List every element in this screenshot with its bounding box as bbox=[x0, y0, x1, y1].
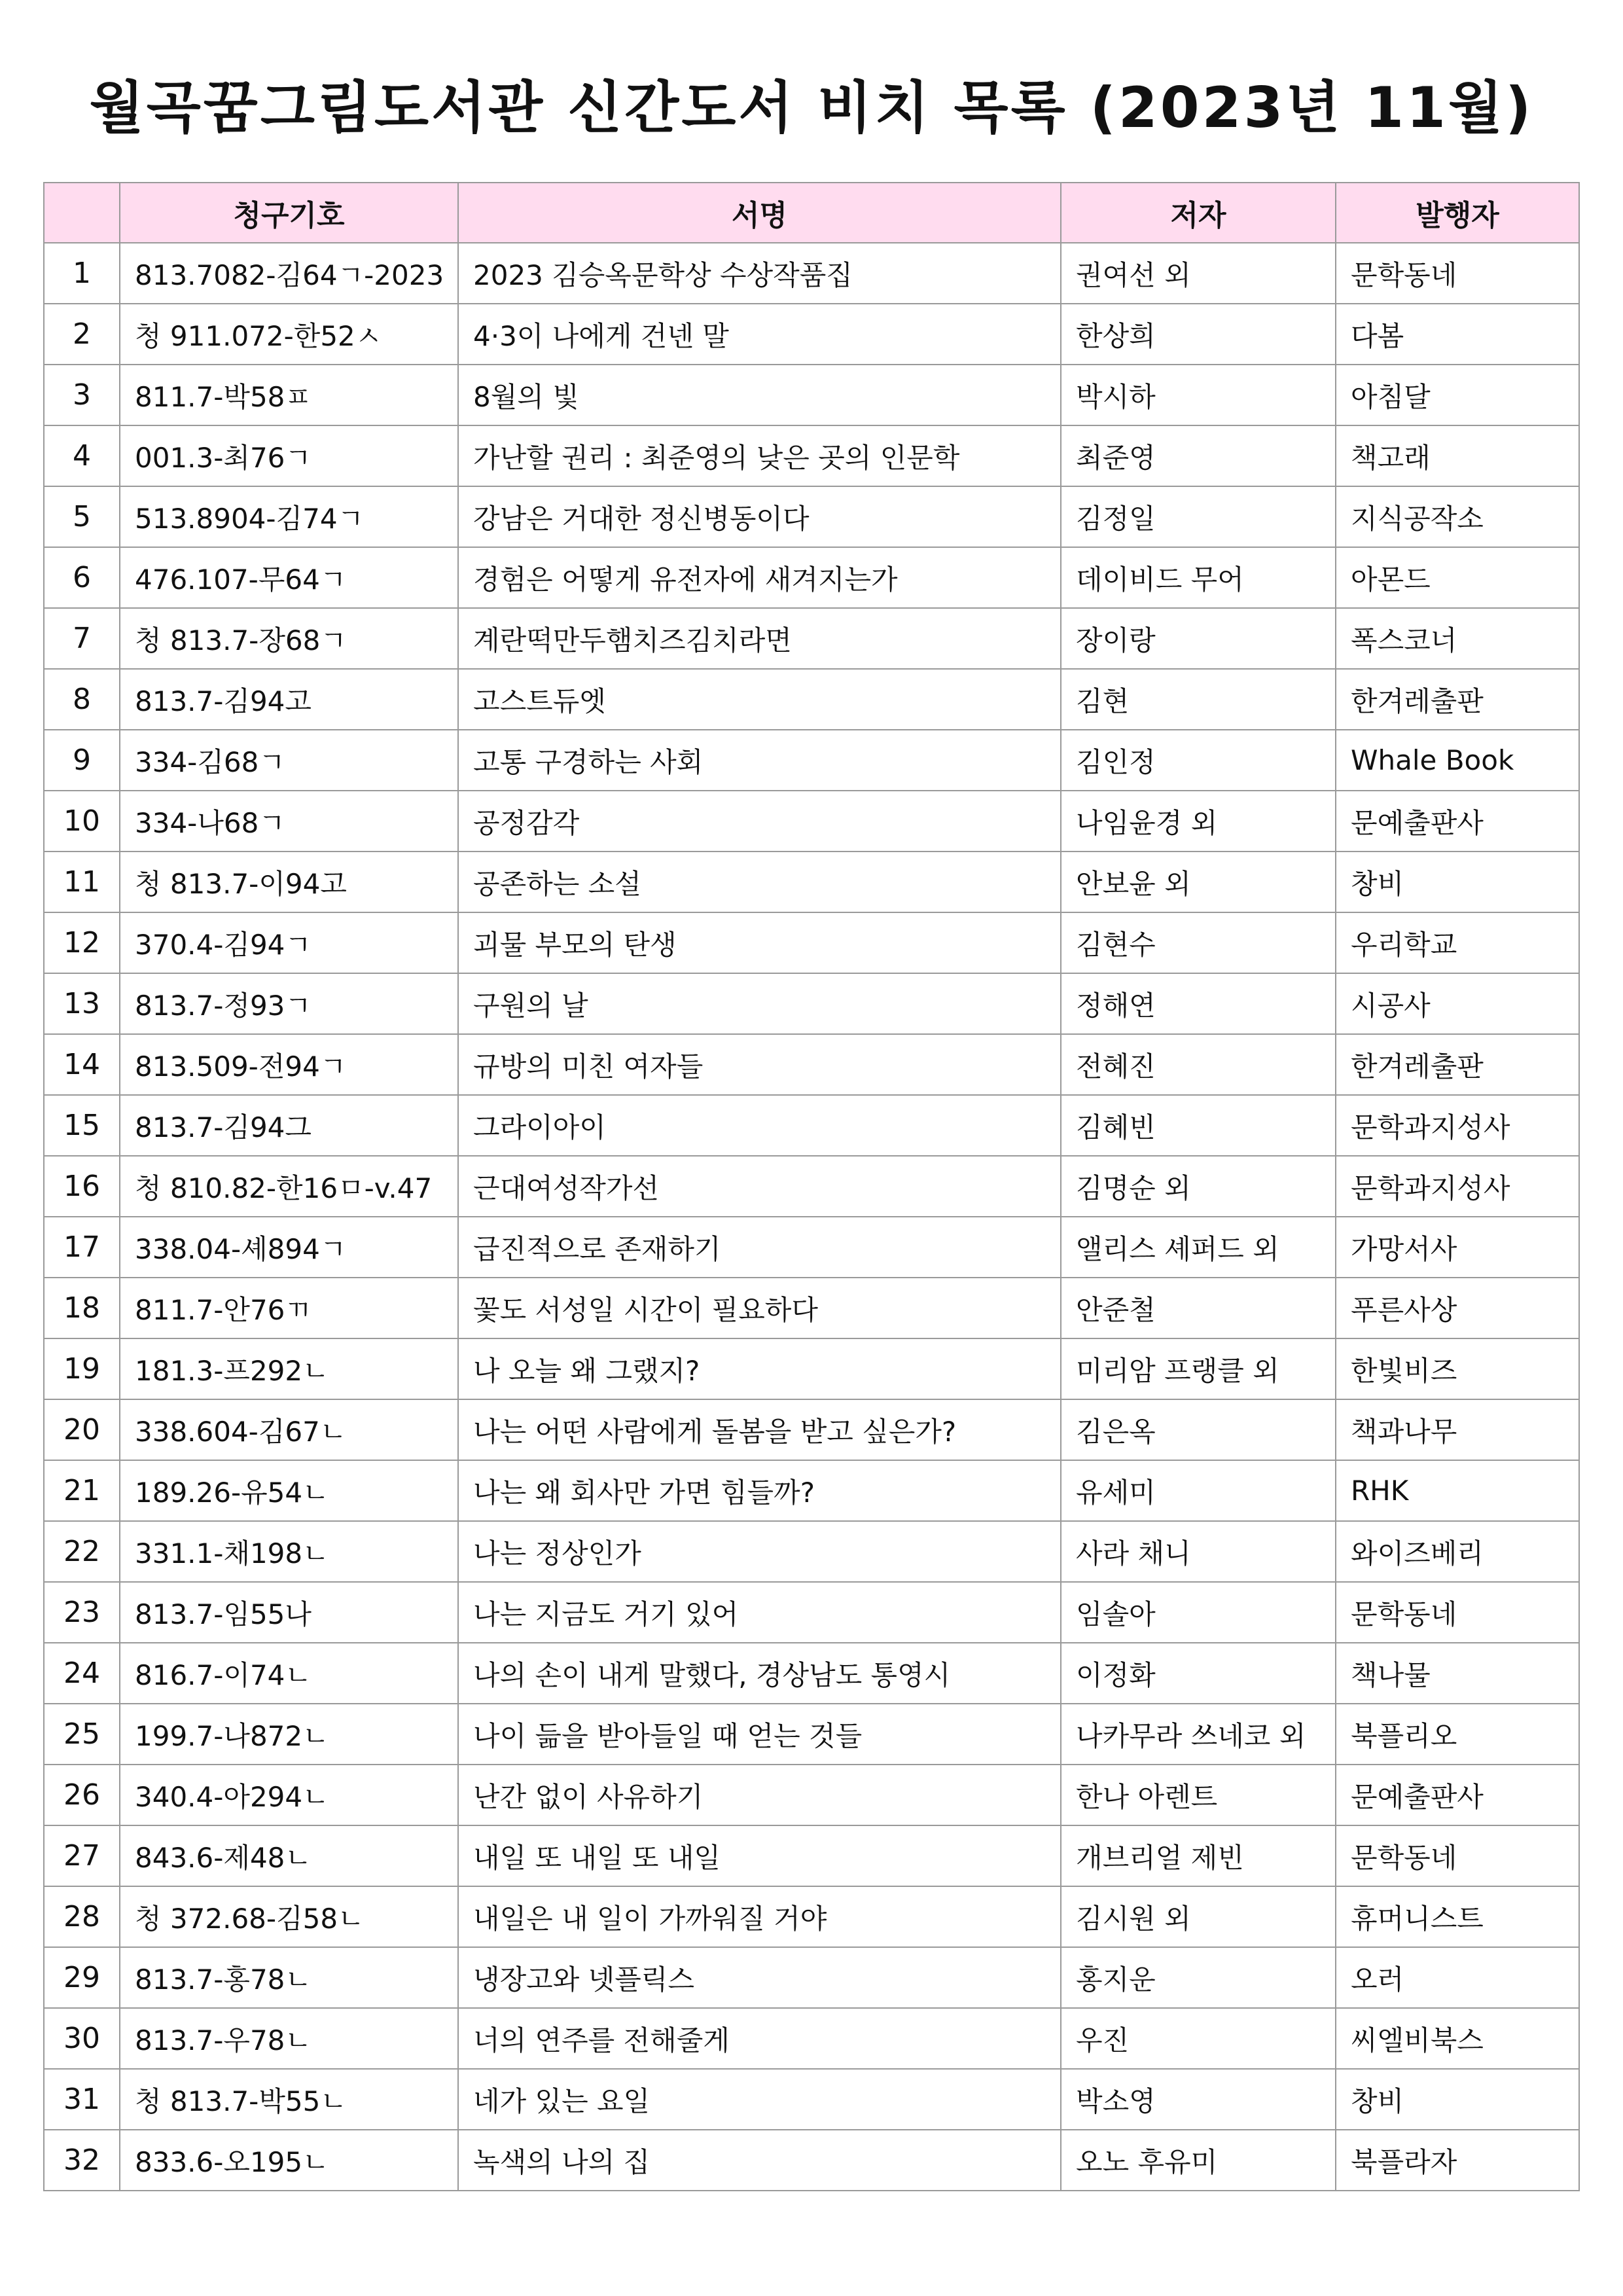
author: 안준철 bbox=[1061, 1278, 1336, 1338]
table-row bbox=[44, 2130, 1579, 2191]
author: 김혜빈 bbox=[1061, 1095, 1336, 1156]
table-row bbox=[44, 486, 1579, 547]
author: 김현수 bbox=[1061, 912, 1336, 973]
table-row bbox=[44, 1825, 1579, 1886]
author: 오노 후유미 bbox=[1061, 2130, 1336, 2191]
author: 김정일 bbox=[1061, 486, 1336, 547]
header-book-title: 서명 bbox=[458, 183, 1061, 243]
row-number: 28 bbox=[44, 1886, 120, 1947]
row-number: 2 bbox=[44, 304, 120, 365]
table-row bbox=[44, 1156, 1579, 1217]
table-row bbox=[44, 1338, 1579, 1399]
row-number: 12 bbox=[44, 912, 120, 973]
call-number: 청 810.82-한16ㅁ-v.47 bbox=[120, 1156, 458, 1217]
table-row bbox=[44, 608, 1579, 669]
book-title: 경험은 어떻게 유전자에 새겨지는가 bbox=[458, 547, 1061, 608]
publisher: 문학동네 bbox=[1336, 1825, 1579, 1886]
call-number: 370.4-김94ㄱ bbox=[120, 912, 458, 973]
row-number: 32 bbox=[44, 2130, 120, 2191]
book-title: 나의 손이 내게 말했다, 경상남도 통영시 bbox=[458, 1643, 1061, 1704]
table-row bbox=[44, 1095, 1579, 1156]
author: 정해연 bbox=[1061, 973, 1336, 1034]
row-number: 29 bbox=[44, 1947, 120, 2008]
row-number: 15 bbox=[44, 1095, 120, 1156]
author: 권여선 외 bbox=[1061, 243, 1336, 304]
row-number: 9 bbox=[44, 730, 120, 791]
author: 전혜진 bbox=[1061, 1034, 1336, 1095]
publisher: 씨엘비북스 bbox=[1336, 2008, 1579, 2069]
book-title: 나는 지금도 거기 있어 bbox=[458, 1582, 1061, 1643]
table-row bbox=[44, 1704, 1579, 1765]
book-title: 고스트듀엣 bbox=[458, 669, 1061, 730]
book-title: 나 오늘 왜 그랬지? bbox=[458, 1338, 1061, 1399]
table-row bbox=[44, 1643, 1579, 1704]
call-number: 334-나68ㄱ bbox=[120, 791, 458, 852]
publisher: 창비 bbox=[1336, 2069, 1579, 2130]
author: 박시하 bbox=[1061, 365, 1336, 425]
table-row bbox=[44, 304, 1579, 365]
table-row bbox=[44, 669, 1579, 730]
call-number: 813.7-김94고 bbox=[120, 669, 458, 730]
table-row bbox=[44, 912, 1579, 973]
author: 김인정 bbox=[1061, 730, 1336, 791]
call-number: 338.604-김67ㄴ bbox=[120, 1399, 458, 1460]
publisher: 책나물 bbox=[1336, 1643, 1579, 1704]
call-number: 199.7-나872ㄴ bbox=[120, 1704, 458, 1765]
call-number: 816.7-이74ㄴ bbox=[120, 1643, 458, 1704]
row-number: 13 bbox=[44, 973, 120, 1034]
publisher: 아몬드 bbox=[1336, 547, 1579, 608]
publisher: 책고래 bbox=[1336, 425, 1579, 486]
author: 데이비드 무어 bbox=[1061, 547, 1336, 608]
book-title: 나는 정상인가 bbox=[458, 1521, 1061, 1582]
book-title: 내일은 내 일이 가까워질 거야 bbox=[458, 1886, 1061, 1947]
author: 우진 bbox=[1061, 2008, 1336, 2069]
publisher: 문학과지성사 bbox=[1336, 1156, 1579, 1217]
table-row bbox=[44, 1521, 1579, 1582]
row-number: 31 bbox=[44, 2069, 120, 2130]
table-row bbox=[44, 1947, 1579, 2008]
book-title: 나이 듦을 받아들일 때 얻는 것들 bbox=[458, 1704, 1061, 1765]
publisher: 폭스코너 bbox=[1336, 608, 1579, 669]
author: 사라 채니 bbox=[1061, 1521, 1336, 1582]
publisher: 책과나무 bbox=[1336, 1399, 1579, 1460]
call-number: 334-김68ㄱ bbox=[120, 730, 458, 791]
row-number: 23 bbox=[44, 1582, 120, 1643]
row-number: 14 bbox=[44, 1034, 120, 1095]
author: 장이랑 bbox=[1061, 608, 1336, 669]
call-number: 181.3-프292ㄴ bbox=[120, 1338, 458, 1399]
call-number: 청 813.7-박55ㄴ bbox=[120, 2069, 458, 2130]
book-title: 규방의 미친 여자들 bbox=[458, 1034, 1061, 1095]
book-title: 냉장고와 넷플릭스 bbox=[458, 1947, 1061, 2008]
author: 박소영 bbox=[1061, 2069, 1336, 2130]
book-title: 계란떡만두햄치즈김치라면 bbox=[458, 608, 1061, 669]
publisher: 휴머니스트 bbox=[1336, 1886, 1579, 1947]
author: 김시원 외 bbox=[1061, 1886, 1336, 1947]
publisher: 한빛비즈 bbox=[1336, 1338, 1579, 1399]
book-title: 구원의 날 bbox=[458, 973, 1061, 1034]
call-number: 811.7-박58ㅍ bbox=[120, 365, 458, 425]
publisher: 문예출판사 bbox=[1336, 1765, 1579, 1825]
row-number: 26 bbox=[44, 1765, 120, 1825]
table-row bbox=[44, 365, 1579, 425]
table-row bbox=[44, 1399, 1579, 1460]
author: 안보윤 외 bbox=[1061, 852, 1336, 912]
author: 한상희 bbox=[1061, 304, 1336, 365]
publisher: 한겨레출판 bbox=[1336, 1034, 1579, 1095]
table-row bbox=[44, 1886, 1579, 1947]
call-number: 340.4-아294ㄴ bbox=[120, 1765, 458, 1825]
book-title: 강남은 거대한 정신병동이다 bbox=[458, 486, 1061, 547]
call-number: 청 813.7-이94고 bbox=[120, 852, 458, 912]
author: 나카무라 쓰네코 외 bbox=[1061, 1704, 1336, 1765]
row-number: 7 bbox=[44, 608, 120, 669]
call-number: 813.7-정93ㄱ bbox=[120, 973, 458, 1034]
book-title: 네가 있는 요일 bbox=[458, 2069, 1061, 2130]
publisher: 북플리오 bbox=[1336, 1704, 1579, 1765]
call-number: 001.3-최76ㄱ bbox=[120, 425, 458, 486]
call-number: 189.26-유54ㄴ bbox=[120, 1460, 458, 1521]
row-number: 19 bbox=[44, 1338, 120, 1399]
table-row bbox=[44, 973, 1579, 1034]
call-number: 청 911.072-한52ㅅ bbox=[120, 304, 458, 365]
author: 이정화 bbox=[1061, 1643, 1336, 1704]
book-title: 나는 왜 회사만 가면 힘들까? bbox=[458, 1460, 1061, 1521]
publisher: 우리학교 bbox=[1336, 912, 1579, 973]
book-title: 너의 연주를 전해줄게 bbox=[458, 2008, 1061, 2069]
author: 최준영 bbox=[1061, 425, 1336, 486]
call-number: 843.6-제48ㄴ bbox=[120, 1825, 458, 1886]
table-row bbox=[44, 791, 1579, 852]
call-number: 813.509-전94ㄱ bbox=[120, 1034, 458, 1095]
table-row bbox=[44, 1217, 1579, 1278]
publisher: 한겨레출판 bbox=[1336, 669, 1579, 730]
call-number: 331.1-채198ㄴ bbox=[120, 1521, 458, 1582]
publisher: Whale Book bbox=[1336, 730, 1579, 791]
book-title: 괴물 부모의 탄생 bbox=[458, 912, 1061, 973]
book-title: 2023 김승옥문학상 수상작품집 bbox=[458, 243, 1061, 304]
row-number: 20 bbox=[44, 1399, 120, 1460]
book-title: 꽃도 서성일 시간이 필요하다 bbox=[458, 1278, 1061, 1338]
row-number: 17 bbox=[44, 1217, 120, 1278]
table-row bbox=[44, 1460, 1579, 1521]
call-number: 청 372.68-김58ㄴ bbox=[120, 1886, 458, 1947]
table-row bbox=[44, 1278, 1579, 1338]
call-number: 813.7082-김64ㄱ-2023 bbox=[120, 243, 458, 304]
table-header-row bbox=[44, 183, 1579, 243]
book-title: 8월의 빛 bbox=[458, 365, 1061, 425]
book-title: 고통 구경하는 사회 bbox=[458, 730, 1061, 791]
row-number: 3 bbox=[44, 365, 120, 425]
publisher: 문예출판사 bbox=[1336, 791, 1579, 852]
publisher: RHK bbox=[1336, 1460, 1579, 1521]
header-author: 저자 bbox=[1061, 183, 1336, 243]
publisher: 와이즈베리 bbox=[1336, 1521, 1579, 1582]
row-number: 6 bbox=[44, 547, 120, 608]
publisher: 문학동네 bbox=[1336, 1582, 1579, 1643]
table-row bbox=[44, 2069, 1579, 2130]
book-title: 난간 없이 사유하기 bbox=[458, 1765, 1061, 1825]
row-number: 25 bbox=[44, 1704, 120, 1765]
row-number: 27 bbox=[44, 1825, 120, 1886]
author: 한나 아렌트 bbox=[1061, 1765, 1336, 1825]
call-number: 813.7-임55나 bbox=[120, 1582, 458, 1643]
table-row bbox=[44, 730, 1579, 791]
publisher: 아침달 bbox=[1336, 365, 1579, 425]
call-number: 513.8904-김74ㄱ bbox=[120, 486, 458, 547]
book-title: 공정감각 bbox=[458, 791, 1061, 852]
row-number: 11 bbox=[44, 852, 120, 912]
call-number: 811.7-안76ㄲ bbox=[120, 1278, 458, 1338]
book-title: 나는 어떤 사람에게 돌봄을 받고 싶은가? bbox=[458, 1399, 1061, 1460]
author: 앨리스 셰퍼드 외 bbox=[1061, 1217, 1336, 1278]
table-row bbox=[44, 1582, 1579, 1643]
row-number: 24 bbox=[44, 1643, 120, 1704]
call-number: 813.7-김94그 bbox=[120, 1095, 458, 1156]
page-title: 월곡꿈그림도서관 신간도서 비치 목록 (2023년 11월) bbox=[89, 75, 1534, 141]
book-title: 가난할 권리 : 최준영의 낮은 곳의 인문학 bbox=[458, 425, 1061, 486]
author: 미리암 프랭클 외 bbox=[1061, 1338, 1336, 1399]
row-number: 8 bbox=[44, 669, 120, 730]
call-number: 338.04-셰894ㄱ bbox=[120, 1217, 458, 1278]
publisher: 시공사 bbox=[1336, 973, 1579, 1034]
table-body bbox=[44, 243, 1579, 2191]
call-number: 813.7-홍78ㄴ bbox=[120, 1947, 458, 2008]
header-call-number: 청구기호 bbox=[120, 183, 458, 243]
publisher: 가망서사 bbox=[1336, 1217, 1579, 1278]
call-number: 476.107-무64ㄱ bbox=[120, 547, 458, 608]
row-number: 22 bbox=[44, 1521, 120, 1582]
call-number: 813.7-우78ㄴ bbox=[120, 2008, 458, 2069]
table-row bbox=[44, 1034, 1579, 1095]
publisher: 오러 bbox=[1336, 1947, 1579, 2008]
book-title: 그라이아이 bbox=[458, 1095, 1061, 1156]
author: 김명순 외 bbox=[1061, 1156, 1336, 1217]
book-list-table bbox=[43, 182, 1580, 2191]
publisher: 북플라자 bbox=[1336, 2130, 1579, 2191]
book-title: 급진적으로 존재하기 bbox=[458, 1217, 1061, 1278]
publisher: 창비 bbox=[1336, 852, 1579, 912]
book-title: 4·3이 나에게 건넨 말 bbox=[458, 304, 1061, 365]
publisher: 푸른사상 bbox=[1336, 1278, 1579, 1338]
row-number: 5 bbox=[44, 486, 120, 547]
table-row bbox=[44, 2008, 1579, 2069]
header-publisher: 발행자 bbox=[1336, 183, 1579, 243]
call-number: 833.6-오195ㄴ bbox=[120, 2130, 458, 2191]
publisher: 문학과지성사 bbox=[1336, 1095, 1579, 1156]
table-row bbox=[44, 425, 1579, 486]
author: 유세미 bbox=[1061, 1460, 1336, 1521]
row-number: 21 bbox=[44, 1460, 120, 1521]
row-number: 1 bbox=[44, 243, 120, 304]
publisher: 지식공작소 bbox=[1336, 486, 1579, 547]
author: 홍지운 bbox=[1061, 1947, 1336, 2008]
header-number bbox=[44, 183, 120, 243]
row-number: 30 bbox=[44, 2008, 120, 2069]
table-row bbox=[44, 1765, 1579, 1825]
row-number: 10 bbox=[44, 791, 120, 852]
book-title: 내일 또 내일 또 내일 bbox=[458, 1825, 1061, 1886]
author: 임솔아 bbox=[1061, 1582, 1336, 1643]
author: 개브리얼 제빈 bbox=[1061, 1825, 1336, 1886]
book-title: 근대여성작가선 bbox=[458, 1156, 1061, 1217]
author: 나임윤경 외 bbox=[1061, 791, 1336, 852]
row-number: 18 bbox=[44, 1278, 120, 1338]
publisher: 다봄 bbox=[1336, 304, 1579, 365]
table-row bbox=[44, 243, 1579, 304]
book-title: 녹색의 나의 집 bbox=[458, 2130, 1061, 2191]
row-number: 4 bbox=[44, 425, 120, 486]
call-number: 청 813.7-장68ㄱ bbox=[120, 608, 458, 669]
table-row bbox=[44, 852, 1579, 912]
table-row bbox=[44, 547, 1579, 608]
author: 김은옥 bbox=[1061, 1399, 1336, 1460]
author: 김현 bbox=[1061, 669, 1336, 730]
book-title: 공존하는 소설 bbox=[458, 852, 1061, 912]
row-number: 16 bbox=[44, 1156, 120, 1217]
publisher: 문학동네 bbox=[1336, 243, 1579, 304]
